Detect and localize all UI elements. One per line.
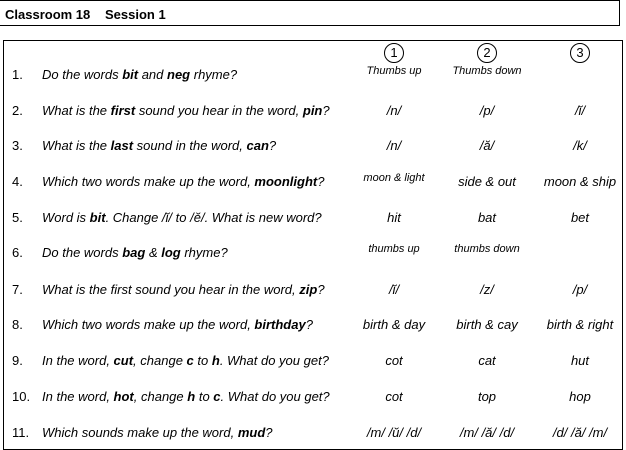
table-row	[0, 315, 626, 335]
table-row	[0, 172, 626, 192]
question-text	[42, 67, 237, 82]
question-keyword: neg	[167, 67, 191, 82]
answer-choice-2: bat	[477, 210, 497, 225]
answer-choice-3: /k/	[573, 138, 587, 153]
choice-number-3: 3	[570, 43, 590, 63]
question-number: 1.	[12, 67, 23, 82]
question-fragment: , change	[133, 389, 188, 404]
answer-choice-2: /ă/	[479, 138, 495, 153]
question-fragment: and	[138, 67, 168, 82]
choice-number-1: 1	[384, 43, 404, 63]
answer-choice-3: birth & right	[546, 317, 614, 332]
question-keyword: bit	[122, 67, 139, 82]
answer-choice-2: /z/	[480, 282, 494, 297]
answer-choice-1: cot	[385, 353, 403, 368]
question-keyword: can	[246, 138, 269, 153]
question-text	[42, 389, 330, 404]
table-row	[0, 280, 626, 300]
question-keyword: zip	[299, 282, 318, 297]
question-text	[42, 282, 325, 297]
question-number: 6.	[12, 245, 23, 260]
question-fragment: to	[195, 389, 214, 404]
question-fragment: Word is	[42, 210, 90, 225]
table-row	[0, 351, 626, 371]
question-number: 4.	[12, 174, 23, 189]
answer-choice-3: moon & ship	[543, 174, 617, 189]
question-fragment: ?	[317, 282, 325, 297]
answer-choice-3: bet	[570, 210, 590, 225]
answer-choice-2: top	[477, 389, 497, 404]
question-fragment: rhyme?	[190, 67, 238, 82]
question-fragment: rhyme?	[180, 245, 228, 260]
answer-choice-1: cot	[385, 389, 403, 404]
question-fragment: Which two words make up the word,	[42, 174, 255, 189]
answer-choice-2: side & out	[458, 174, 516, 189]
answer-choice-3: /d/ /ă/ /m/	[552, 425, 608, 440]
session-label: Session 1	[105, 7, 166, 22]
answer-choice-1: /n/	[386, 138, 402, 153]
question-number: 11.	[12, 425, 30, 440]
choice-number-2: 2	[477, 43, 497, 63]
question-keyword: bag	[122, 245, 146, 260]
table-row	[0, 136, 626, 156]
question-number: 2.	[12, 103, 23, 118]
session-header	[0, 0, 620, 26]
question-fragment: Do the words	[42, 245, 123, 260]
question-fragment: ?	[317, 174, 325, 189]
question-fragment: ?	[322, 103, 330, 118]
table-row	[0, 387, 626, 407]
question-fragment: , change	[133, 353, 187, 368]
question-keyword: last	[110, 138, 134, 153]
question-text	[42, 245, 228, 260]
answer-choice-2: /m/ /ă/ /d/	[459, 425, 515, 440]
answer-choice-3: /p/	[572, 282, 588, 297]
classroom-label: Classroom 18	[5, 7, 91, 22]
question-fragment: What is the	[42, 103, 111, 118]
question-number: 10.	[12, 389, 31, 404]
table-row	[0, 101, 626, 121]
question-number: 7.	[12, 282, 23, 297]
question-fragment: Do the words	[42, 67, 123, 82]
answer-choice-1: thumbs up	[368, 243, 420, 255]
answer-choice-1: moon & light	[363, 172, 425, 184]
question-keyword: c	[213, 389, 221, 404]
question-fragment: ?	[305, 317, 313, 332]
question-fragment: . Change /ĭ/ to /ĕ/. What is new word?	[105, 210, 322, 225]
question-fragment: sound in the word,	[133, 138, 247, 153]
question-keyword: pin	[302, 103, 323, 118]
question-fragment: What is the	[42, 138, 111, 153]
question-text	[42, 353, 329, 368]
question-text	[42, 210, 322, 225]
question-fragment: ?	[265, 425, 273, 440]
answer-choice-3: hop	[569, 389, 591, 404]
question-fragment: ?	[268, 138, 277, 153]
question-fragment: What is the first sound you hear in the word,	[42, 282, 300, 297]
question-fragment: sound you hear in the word,	[135, 103, 303, 118]
question-text	[42, 317, 313, 332]
question-fragment: Which two words make up the word,	[42, 317, 255, 332]
answer-choice-2: birth & cay	[456, 317, 518, 332]
answer-choice-1: hit	[387, 210, 401, 225]
question-keyword: birthday	[254, 317, 306, 332]
question-keyword: first	[110, 103, 136, 118]
table-row	[0, 65, 626, 85]
question-keyword: c	[186, 353, 194, 368]
question-number: 9.	[12, 353, 23, 368]
question-text	[42, 103, 330, 118]
question-keyword: moonlight	[254, 174, 318, 189]
answer-choice-2: Thumbs down	[452, 65, 522, 77]
question-keyword: bit	[89, 210, 106, 225]
question-keyword: h	[187, 389, 196, 404]
question-fragment: In the word,	[42, 353, 114, 368]
answer-choice-2: cat	[478, 353, 496, 368]
question-fragment: . What do you get?	[220, 389, 330, 404]
table-row	[0, 208, 626, 228]
question-fragment: &	[145, 245, 162, 260]
answer-choice-3: /ĭ/	[574, 103, 586, 118]
question-number: 5.	[12, 210, 23, 225]
question-keyword: cut	[113, 353, 134, 368]
answer-choice-1: /ĭ/	[388, 282, 400, 297]
question-number: 8.	[12, 317, 23, 332]
table-row	[0, 243, 626, 263]
answer-choice-1: Thumbs up	[366, 65, 422, 77]
answer-choice-1: /n/	[386, 103, 402, 118]
table-row	[0, 423, 626, 443]
answer-choice-1: /m/ /ŭ/ /d/	[366, 425, 422, 440]
question-fragment: In the word,	[42, 389, 114, 404]
question-keyword: h	[211, 353, 220, 368]
answer-choice-2: thumbs down	[454, 243, 520, 255]
question-fragment: Which sounds make up the word,	[42, 425, 238, 440]
answer-choice-2: /p/	[479, 103, 495, 118]
answer-choice-3: hut	[570, 353, 590, 368]
question-keyword: log	[161, 245, 181, 260]
question-text	[42, 425, 273, 440]
answer-choice-1: birth & day	[362, 317, 426, 332]
question-keyword: hot	[113, 389, 134, 404]
question-fragment: . What do you get?	[219, 353, 329, 368]
question-keyword: mud	[237, 425, 266, 440]
question-text	[42, 138, 276, 153]
question-fragment: to	[193, 353, 212, 368]
question-text	[42, 174, 324, 189]
question-number: 3.	[12, 138, 23, 153]
